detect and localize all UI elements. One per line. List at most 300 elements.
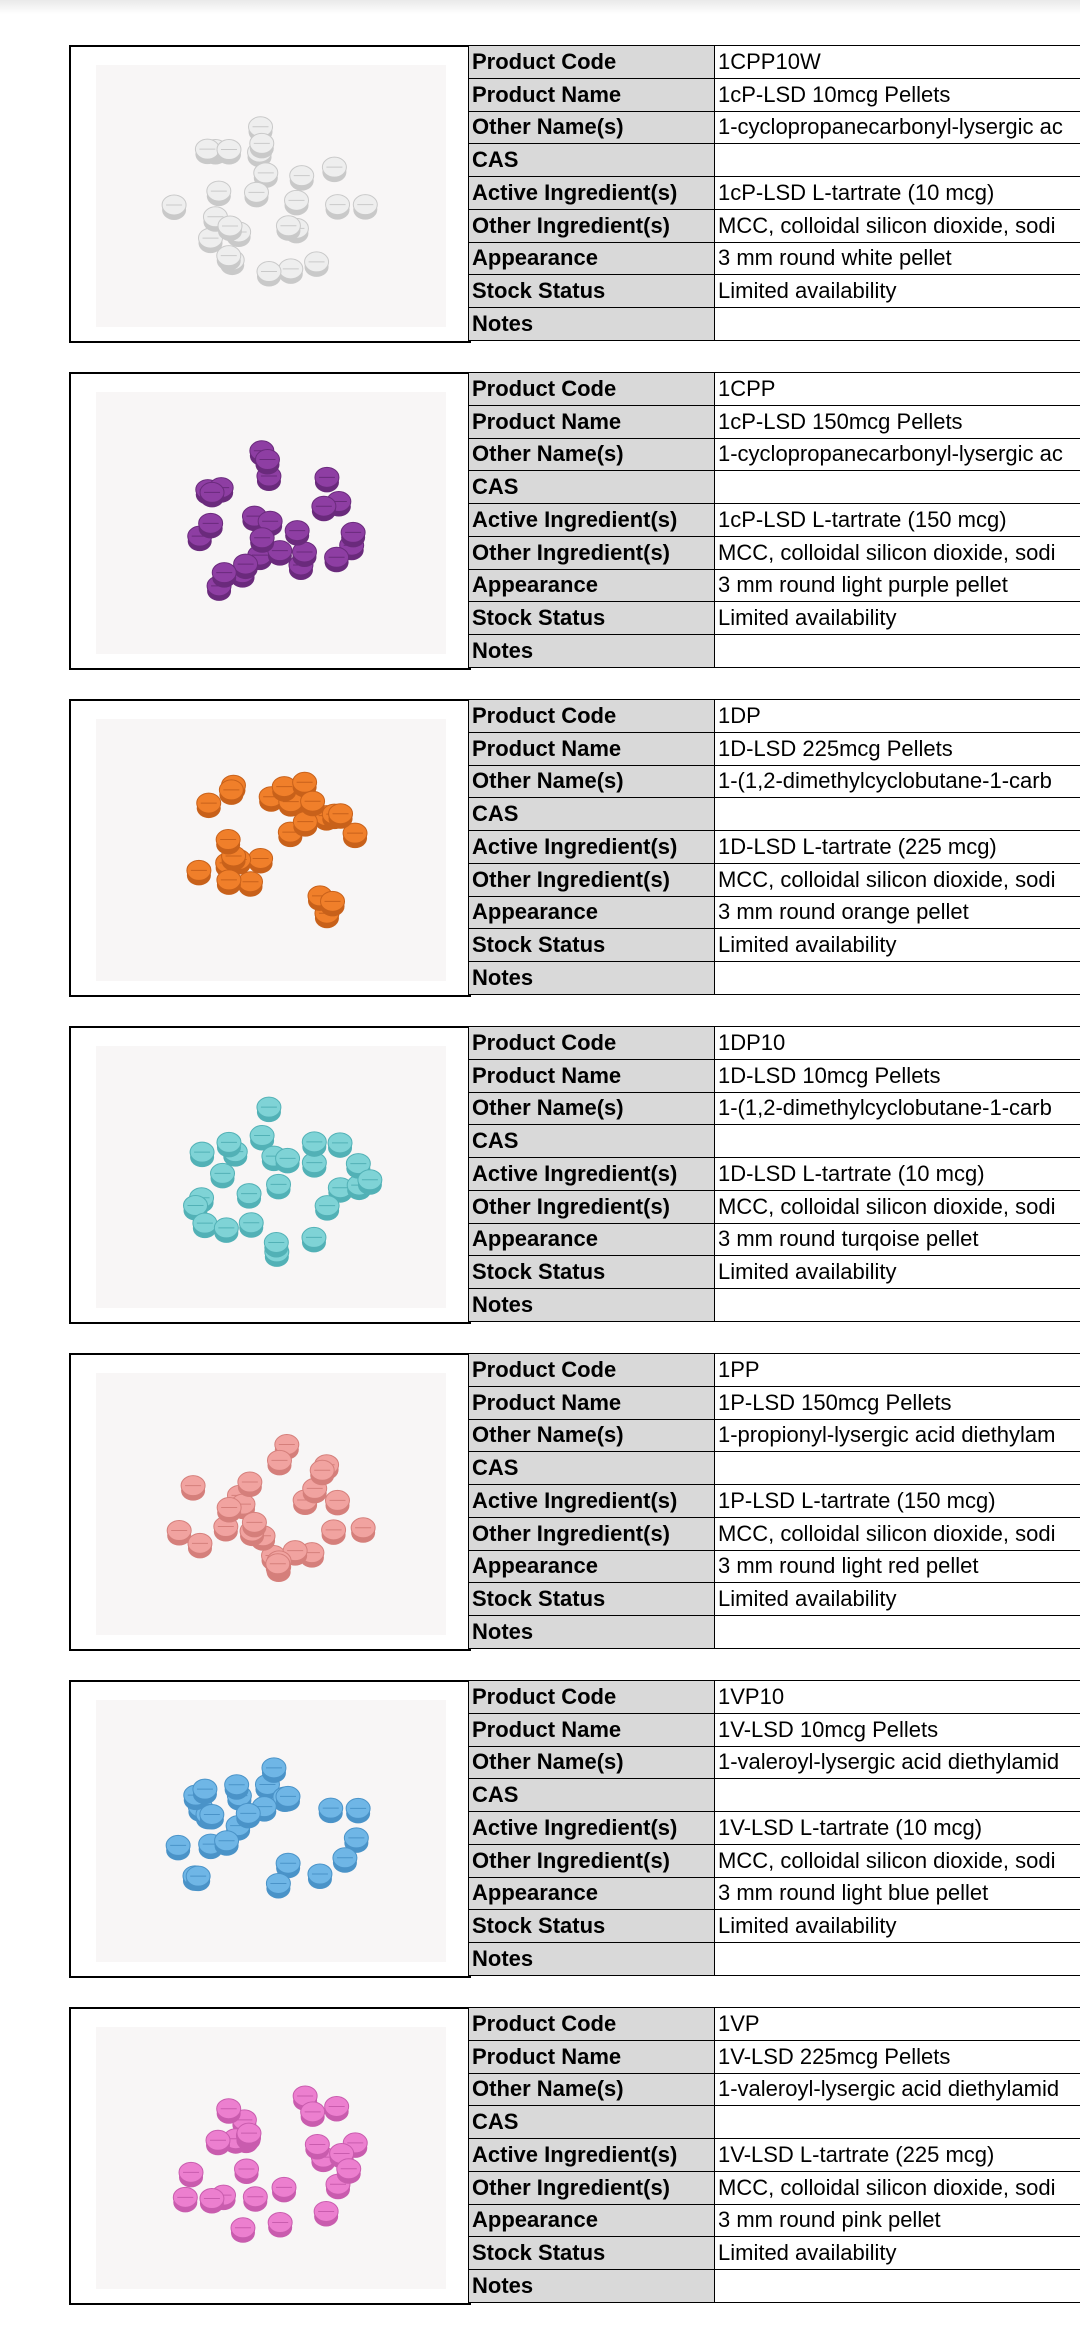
spec-label: Notes	[469, 2270, 715, 2303]
spec-row-active	[469, 1485, 1080, 1518]
pellet	[285, 521, 309, 546]
spec-label: CAS	[469, 1125, 715, 1158]
pellet	[266, 1873, 290, 1898]
pellet	[262, 1758, 286, 1783]
spec-row-other-ingr	[469, 1190, 1080, 1223]
pellet	[193, 1213, 217, 1238]
spec-row-name	[469, 405, 1080, 438]
pellet-photo-illustration	[71, 374, 471, 668]
pellet	[217, 2099, 241, 2124]
pellet	[315, 1196, 339, 1221]
product-card	[69, 1680, 1080, 1976]
pellet	[200, 1804, 224, 1829]
pellet	[162, 195, 186, 220]
spec-label: Product Code	[469, 373, 715, 406]
pellet	[292, 542, 316, 567]
spec-row-code	[469, 700, 1080, 733]
pellet	[305, 2134, 329, 2159]
spec-value	[715, 308, 1080, 341]
pellet	[243, 2187, 267, 2212]
spec-label: Product Name	[469, 1386, 715, 1419]
spec-row-name	[469, 1386, 1080, 1419]
spec-row-active	[469, 504, 1080, 537]
spec-label: Product Code	[469, 1354, 715, 1387]
pellet-photo-illustration	[71, 2009, 471, 2303]
spec-value: Limited availability	[715, 1256, 1080, 1289]
spec-row-code	[469, 1681, 1080, 1714]
spec-value: 1D-LSD L-tartrate (225 mcg)	[715, 831, 1080, 864]
spec-label: Appearance	[469, 2204, 715, 2237]
spec-row-name	[469, 1059, 1080, 1092]
pellet	[267, 1450, 291, 1475]
spec-row-appearance	[469, 569, 1080, 602]
spec-label: Notes	[469, 962, 715, 995]
pellet	[279, 259, 303, 284]
spec-value: Limited availability	[715, 929, 1080, 962]
pellet	[190, 1142, 214, 1167]
spec-label: Product Name	[469, 405, 715, 438]
spec-table	[468, 1353, 1080, 1649]
spec-row-other-names	[469, 1419, 1080, 1452]
pellet-photo-illustration	[71, 47, 471, 341]
spec-label: Notes	[469, 1943, 715, 1976]
spec-row-other-names	[469, 1746, 1080, 1779]
spec-value: 1cP-LSD L-tartrate (150 mcg)	[715, 504, 1080, 537]
spec-row-other-ingr	[469, 863, 1080, 896]
pellet	[186, 1866, 210, 1891]
spec-row-active	[469, 177, 1080, 210]
pellet	[187, 860, 211, 885]
pellet	[302, 1227, 326, 1252]
spec-value: MCC, colloidal silicon dioxide, sodi	[715, 209, 1080, 242]
spec-label: CAS	[469, 1452, 715, 1485]
pellet	[308, 1864, 332, 1889]
spec-label: Appearance	[469, 896, 715, 929]
spec-row-appearance	[469, 2204, 1080, 2237]
spec-value: 3 mm round light blue pellet	[715, 1877, 1080, 1910]
spec-label: CAS	[469, 1779, 715, 1812]
spec-table	[468, 1026, 1080, 1322]
product-card	[69, 2007, 1080, 2303]
pellet	[321, 891, 345, 916]
spec-label: Notes	[469, 308, 715, 341]
pellet	[314, 2201, 338, 2226]
spec-value: MCC, colloidal silicon dioxide, sodi	[715, 1517, 1080, 1550]
spec-label: Active Ingredient(s)	[469, 831, 715, 864]
spec-label: Other Ingredient(s)	[469, 863, 715, 896]
pellet	[212, 563, 236, 588]
pellet	[239, 1213, 263, 1238]
pellet	[200, 2189, 224, 2214]
spec-value: 3 mm round turqoise pellet	[715, 1223, 1080, 1256]
spec-label: Stock Status	[469, 929, 715, 962]
spec-value: Limited availability	[715, 1910, 1080, 1943]
spec-label: Other Ingredient(s)	[469, 209, 715, 242]
spec-label: Appearance	[469, 569, 715, 602]
spec-label: Active Ingredient(s)	[469, 2139, 715, 2172]
spec-row-appearance	[469, 1877, 1080, 1910]
spec-row-stock	[469, 1256, 1080, 1289]
spec-row-code	[469, 46, 1080, 79]
pellet	[167, 1521, 191, 1546]
spec-row-name	[469, 2040, 1080, 2073]
product-photo	[69, 372, 471, 670]
pellet	[301, 2102, 325, 2127]
spec-label: Appearance	[469, 1550, 715, 1583]
spec-label: Other Name(s)	[469, 765, 715, 798]
spec-label: CAS	[469, 144, 715, 177]
pellet	[237, 1184, 261, 1209]
pellet	[173, 2187, 197, 2212]
spec-row-other-ingr	[469, 536, 1080, 569]
pellet	[319, 1798, 343, 1823]
spec-value: 1V-LSD 225mcg Pellets	[715, 2040, 1080, 2073]
spec-row-cas	[469, 144, 1080, 177]
product-card	[69, 699, 1080, 995]
pellet	[325, 1490, 349, 1515]
spec-value: 1P-LSD L-tartrate (150 mcg)	[715, 1485, 1080, 1518]
pellet	[207, 181, 231, 206]
spec-table	[468, 2007, 1080, 2303]
spec-value: 3 mm round pink pellet	[715, 2204, 1080, 2237]
pellet	[255, 450, 279, 475]
spec-value	[715, 798, 1080, 831]
product-card	[69, 1026, 1080, 1322]
pellet	[234, 554, 258, 579]
pellet	[237, 2123, 261, 2148]
top-shadow	[0, 0, 1080, 14]
spec-label: Product Code	[469, 1027, 715, 1060]
spec-row-notes	[469, 962, 1080, 995]
pellet	[166, 1835, 190, 1860]
spec-row-other-ingr	[469, 209, 1080, 242]
pellet	[238, 1472, 262, 1497]
spec-row-stock	[469, 275, 1080, 308]
spec-row-cas	[469, 1452, 1080, 1485]
pellet	[197, 793, 221, 818]
pellet	[326, 195, 350, 220]
pellet	[276, 1786, 300, 1811]
spec-row-notes	[469, 1616, 1080, 1649]
spec-label: Active Ingredient(s)	[469, 1812, 715, 1845]
spec-row-stock	[469, 2237, 1080, 2270]
spec-row-other-names	[469, 438, 1080, 471]
pellet	[257, 262, 281, 287]
pellet-photo-illustration	[71, 1028, 471, 1322]
spec-value: 1PP	[715, 1354, 1080, 1387]
spec-value	[715, 471, 1080, 504]
spec-label: Stock Status	[469, 1256, 715, 1289]
spec-value: Limited availability	[715, 602, 1080, 635]
pellet	[276, 1148, 300, 1173]
spec-label: Product Name	[469, 2040, 715, 2073]
pellet	[250, 528, 274, 553]
spec-row-other-names	[469, 765, 1080, 798]
spec-value: 1V-LSD L-tartrate (225 mcg)	[715, 2139, 1080, 2172]
spec-row-notes	[469, 308, 1080, 341]
spec-value: 1P-LSD 150mcg Pellets	[715, 1386, 1080, 1419]
spec-value	[715, 1779, 1080, 1812]
pellet	[236, 1803, 260, 1828]
spec-label: Other Ingredient(s)	[469, 1517, 715, 1550]
spec-label: Stock Status	[469, 602, 715, 635]
spec-value: MCC, colloidal silicon dioxide, sodi	[715, 2171, 1080, 2204]
spec-row-other-ingr	[469, 1844, 1080, 1877]
product-photo	[69, 1353, 471, 1651]
spec-value: 1-valeroyl-lysergic acid diethylamid	[715, 2073, 1080, 2106]
spec-value: MCC, colloidal silicon dioxide, sodi	[715, 863, 1080, 896]
spec-label: Product Code	[469, 1681, 715, 1714]
pellet	[179, 2162, 203, 2187]
spec-label: Other Ingredient(s)	[469, 2171, 715, 2204]
spec-row-other-ingr	[469, 1517, 1080, 1550]
spec-value: 1-(1,2-dimethylcyclobutane-1-carb	[715, 765, 1080, 798]
pellet	[325, 547, 349, 572]
spec-row-cas	[469, 471, 1080, 504]
product-photo	[69, 699, 471, 997]
pellet	[219, 780, 243, 805]
spec-label: Other Name(s)	[469, 1092, 715, 1125]
spec-value	[715, 2106, 1080, 2139]
spec-value: 1D-LSD 225mcg Pellets	[715, 732, 1080, 765]
product-photo	[69, 1680, 471, 1978]
pellet	[322, 157, 346, 182]
spec-row-code	[469, 1027, 1080, 1060]
spec-row-cas	[469, 798, 1080, 831]
spec-value: 1cP-LSD 150mcg Pellets	[715, 405, 1080, 438]
spec-row-stock	[469, 602, 1080, 635]
spec-value: MCC, colloidal silicon dioxide, sodi	[715, 1844, 1080, 1877]
spec-row-stock	[469, 929, 1080, 962]
spec-value	[715, 1125, 1080, 1158]
pellet	[181, 1476, 205, 1501]
spec-row-other-names	[469, 2073, 1080, 2106]
spec-value	[715, 1452, 1080, 1485]
spec-label: Active Ingredient(s)	[469, 1485, 715, 1518]
pellet	[353, 195, 377, 220]
spec-row-other-names	[469, 1092, 1080, 1125]
product-photo	[69, 1026, 471, 1324]
pellet	[217, 1132, 241, 1157]
spec-table	[468, 699, 1080, 995]
pellet	[305, 252, 329, 277]
pellet	[231, 2218, 255, 2243]
pellet	[264, 1232, 288, 1257]
spec-row-name	[469, 732, 1080, 765]
pellet	[268, 2213, 292, 2238]
pellet	[329, 804, 353, 829]
spec-table	[468, 1680, 1080, 1976]
pellet	[217, 140, 241, 165]
product-card	[69, 372, 1080, 668]
spec-label: Other Ingredient(s)	[469, 1844, 715, 1877]
pellet	[225, 1775, 249, 1800]
pellet-photo-illustration	[71, 1682, 471, 1976]
spec-value: Limited availability	[715, 275, 1080, 308]
pellet-photo-illustration	[71, 701, 471, 995]
pellet	[216, 830, 240, 855]
spec-row-cas	[469, 1125, 1080, 1158]
pellet	[315, 467, 339, 492]
spec-value: 1cP-LSD L-tartrate (10 mcg)	[715, 177, 1080, 210]
spec-row-cas	[469, 2106, 1080, 2139]
spec-row-appearance	[469, 896, 1080, 929]
pellet	[322, 1520, 346, 1545]
spec-label: CAS	[469, 471, 715, 504]
spec-label: Stock Status	[469, 1583, 715, 1616]
spec-row-active	[469, 2139, 1080, 2172]
pellet	[217, 870, 241, 895]
pellet	[302, 1132, 326, 1157]
spec-row-other-ingr	[469, 2171, 1080, 2204]
pellet	[266, 1554, 290, 1579]
spec-value: 1-cyclopropanecarbonyl-lysergic ac	[715, 111, 1080, 144]
spec-value: 3 mm round light red pellet	[715, 1550, 1080, 1583]
spec-row-name	[469, 1713, 1080, 1746]
spec-value: 1D-LSD L-tartrate (10 mcg)	[715, 1158, 1080, 1191]
spec-label: Active Ingredient(s)	[469, 1158, 715, 1191]
pellet	[215, 1831, 239, 1856]
spec-row-notes	[469, 1943, 1080, 1976]
spec-value: 1V-LSD L-tartrate (10 mcg)	[715, 1812, 1080, 1845]
spec-value	[715, 1943, 1080, 1976]
spec-value	[715, 962, 1080, 995]
pellet	[285, 190, 309, 215]
spec-label: Product Code	[469, 700, 715, 733]
pellet	[218, 216, 242, 241]
pellet	[193, 1779, 217, 1804]
spec-row-appearance	[469, 242, 1080, 275]
spec-label: Product Name	[469, 1713, 715, 1746]
spec-row-active	[469, 1812, 1080, 1845]
spec-value: 1VP	[715, 2008, 1080, 2041]
spec-row-active	[469, 1158, 1080, 1191]
spec-row-stock	[469, 1910, 1080, 1943]
spec-label: Stock Status	[469, 2237, 715, 2270]
spec-row-stock	[469, 1583, 1080, 1616]
pellet	[217, 246, 241, 271]
pellet	[290, 166, 314, 191]
pellet	[211, 1163, 235, 1188]
spec-label: CAS	[469, 798, 715, 831]
spec-value: 1DP	[715, 700, 1080, 733]
pellet	[206, 2130, 230, 2155]
spec-label: Appearance	[469, 242, 715, 275]
pellet	[249, 848, 273, 873]
pellet	[257, 1097, 281, 1122]
spec-row-active	[469, 831, 1080, 864]
pellet	[217, 1498, 241, 1523]
spec-value: Limited availability	[715, 1583, 1080, 1616]
pellet	[242, 1512, 266, 1537]
spec-label: Product Name	[469, 78, 715, 111]
spec-row-notes	[469, 1289, 1080, 1322]
spec-table	[468, 45, 1080, 341]
spec-row-cas	[469, 1779, 1080, 1812]
spec-row-appearance	[469, 1550, 1080, 1583]
spec-label: Other Name(s)	[469, 2073, 715, 2106]
spec-value: 1D-LSD 10mcg Pellets	[715, 1059, 1080, 1092]
spec-row-name	[469, 78, 1080, 111]
spec-row-code	[469, 2008, 1080, 2041]
spec-value: 1CPP	[715, 373, 1080, 406]
spec-label: Active Ingredient(s)	[469, 177, 715, 210]
spec-value: 3 mm round orange pellet	[715, 896, 1080, 929]
pellet	[238, 872, 262, 897]
product-card	[69, 1353, 1080, 1649]
spec-value: 1VP10	[715, 1681, 1080, 1714]
pellet	[346, 1798, 370, 1823]
pellet	[195, 139, 219, 164]
pellet	[214, 1218, 238, 1243]
spec-value: 1V-LSD 10mcg Pellets	[715, 1713, 1080, 1746]
spec-label: Other Name(s)	[469, 438, 715, 471]
spec-row-notes	[469, 635, 1080, 668]
pellet	[188, 1533, 212, 1558]
spec-value: Limited availability	[715, 2237, 1080, 2270]
spec-table	[468, 372, 1080, 668]
spec-label: CAS	[469, 2106, 715, 2139]
spec-row-appearance	[469, 1223, 1080, 1256]
pellet	[337, 2159, 361, 2184]
spec-label: Stock Status	[469, 1910, 715, 1943]
spec-label: Appearance	[469, 1877, 715, 1910]
pellet	[312, 496, 336, 521]
spec-label: Other Ingredient(s)	[469, 1190, 715, 1223]
pellet	[341, 522, 365, 547]
spec-label: Product Name	[469, 1059, 715, 1092]
spec-label: Other Ingredient(s)	[469, 536, 715, 569]
pellet	[328, 1133, 352, 1158]
spec-label: Product Code	[469, 2008, 715, 2041]
pellet	[276, 216, 300, 241]
spec-label: Notes	[469, 635, 715, 668]
spec-label: Stock Status	[469, 275, 715, 308]
spec-label: Product Name	[469, 732, 715, 765]
spec-value	[715, 2270, 1080, 2303]
spec-value: 3 mm round white pellet	[715, 242, 1080, 275]
pellet	[333, 1848, 357, 1873]
pellet	[310, 1460, 334, 1485]
pellet	[267, 1174, 291, 1199]
pellet	[272, 2177, 296, 2202]
spec-value: 3 mm round light purple pellet	[715, 569, 1080, 602]
spec-value: 1cP-LSD 10mcg Pellets	[715, 78, 1080, 111]
spec-row-code	[469, 373, 1080, 406]
pellet	[358, 1170, 382, 1195]
spec-value: MCC, colloidal silicon dioxide, sodi	[715, 1190, 1080, 1223]
spec-label: Other Name(s)	[469, 111, 715, 144]
pellet	[244, 182, 268, 207]
spec-value: 1CPP10W	[715, 46, 1080, 79]
spec-value	[715, 635, 1080, 668]
spec-row-code	[469, 1354, 1080, 1387]
pellet	[235, 2159, 259, 2184]
product-photo	[69, 45, 471, 343]
product-card	[69, 45, 1080, 341]
pellet	[325, 2096, 349, 2121]
spec-value: 1-cyclopropanecarbonyl-lysergic ac	[715, 438, 1080, 471]
spec-label: Notes	[469, 1289, 715, 1322]
pellet-photo-illustration	[71, 1355, 471, 1649]
pellet	[301, 791, 325, 816]
pellet	[250, 133, 274, 158]
spec-label: Appearance	[469, 1223, 715, 1256]
pellet	[199, 513, 223, 538]
spec-row-notes	[469, 2270, 1080, 2303]
spec-row-other-names	[469, 111, 1080, 144]
spec-value: 1-valeroyl-lysergic acid diethylamid	[715, 1746, 1080, 1779]
